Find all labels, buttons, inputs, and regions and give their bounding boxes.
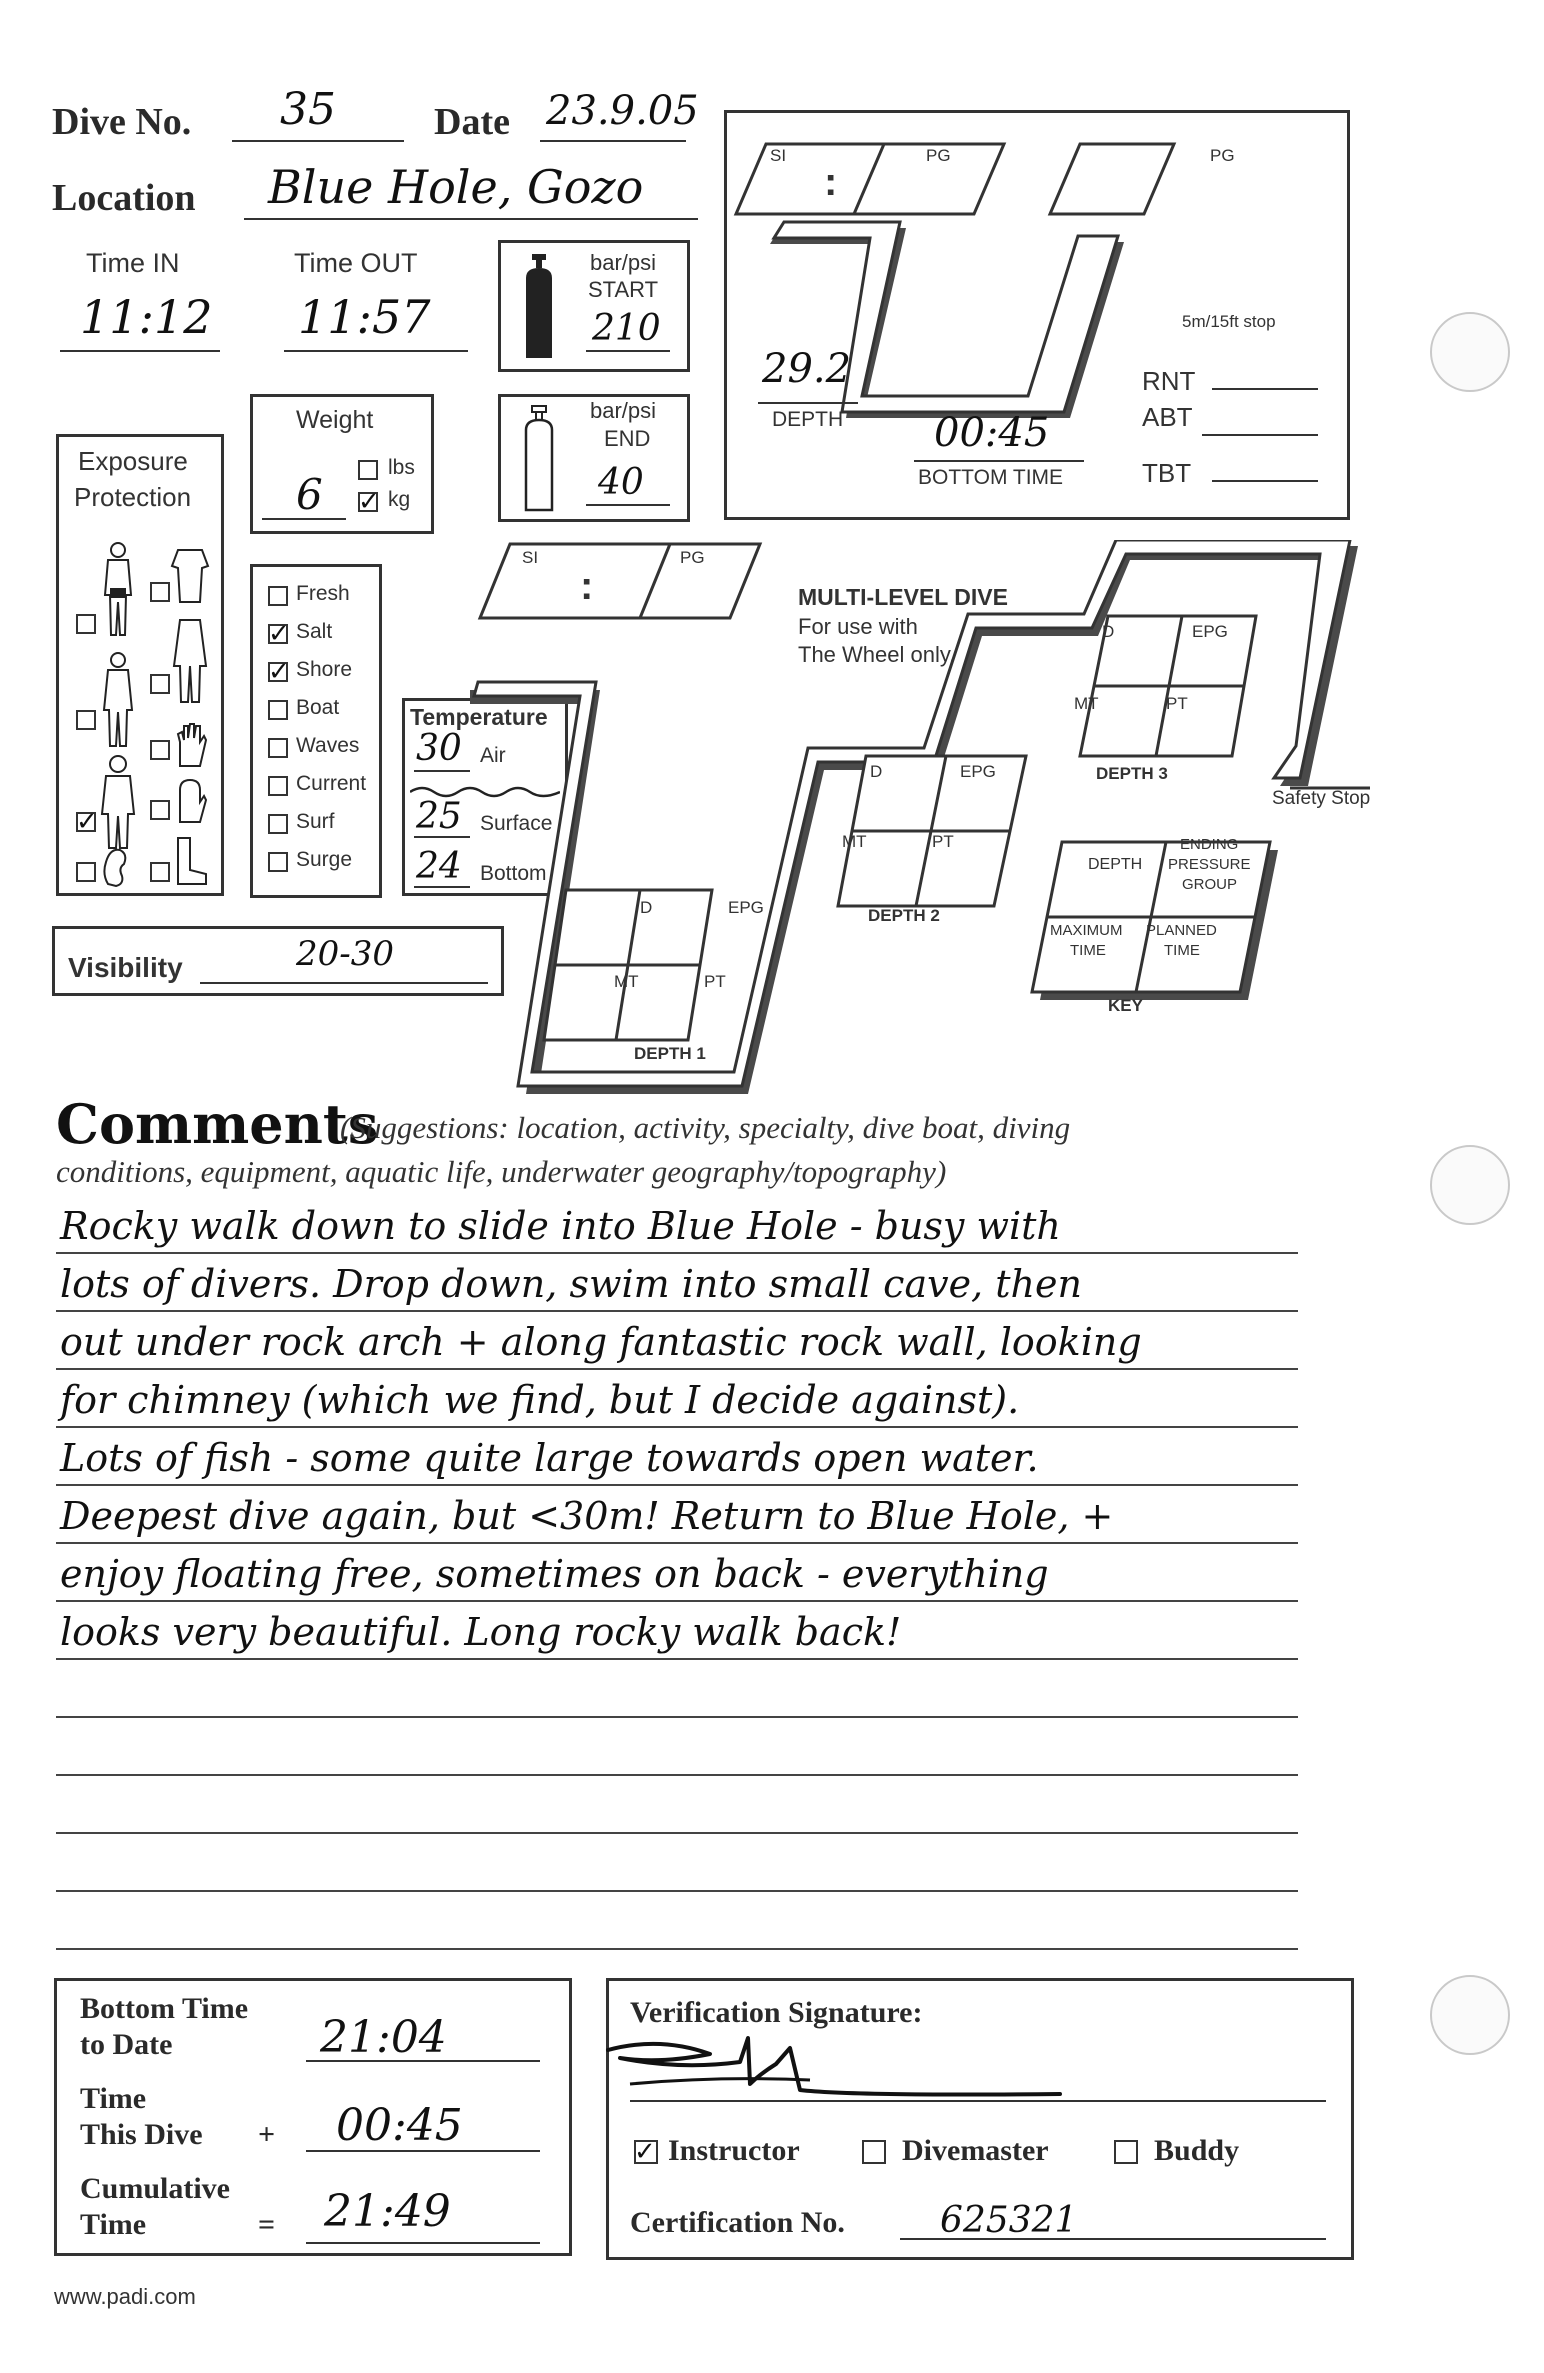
depth3-label: DEPTH 3 (1096, 764, 1168, 783)
boat-checkbox[interactable] (268, 700, 288, 720)
comment-text-line[interactable]: Deepest dive again, but <30m! Return to Blue Hole, + (60, 1494, 1114, 1538)
profile-si-colon: : (824, 160, 838, 204)
time-in-label: Time IN (86, 248, 180, 278)
profile-depth-label: DEPTH (772, 408, 844, 431)
cum-value[interactable]: 21:49 (324, 2186, 451, 2237)
key-label: KEY (1108, 996, 1143, 1015)
comment-text-line[interactable]: out under rock arch + along fantastic rock wall, looking (60, 1320, 1142, 1364)
rnt-line (1212, 388, 1318, 390)
comment-rule-2 (56, 1310, 1298, 1312)
lbs-label: lbs (388, 456, 415, 479)
date-line (540, 140, 686, 142)
comment-rule-10 (56, 1774, 1298, 1776)
empty-tank-icon (520, 404, 560, 514)
exposure-label-line2: Protection (74, 482, 192, 512)
instructor-label: Instructor (668, 2134, 800, 2167)
comment-rule-1 (56, 1252, 1298, 1254)
profile-bottom-time-line (914, 460, 1084, 462)
dive-no-label: Dive No. (52, 101, 192, 143)
location-label: Location (52, 177, 196, 219)
depth2-epg-label: EPG (960, 762, 996, 781)
kg-label: kg (388, 488, 411, 511)
multilevel-dive-diagram (470, 540, 1370, 1100)
dive-no-value[interactable]: 35 (280, 84, 336, 135)
depth3-d-label: D (1102, 622, 1115, 641)
safety-stop-label: Safety Stop (1272, 788, 1371, 809)
visibility-value[interactable]: 20-30 (296, 934, 395, 974)
kg-checkmark: ✓ (358, 487, 380, 517)
depth3-mt-label: MT (1074, 694, 1099, 713)
hood-icon (100, 844, 130, 888)
exposure-hood-checkbox[interactable] (76, 862, 96, 882)
comment-rule-13 (56, 1948, 1298, 1950)
depth1-pt-label: PT (704, 972, 726, 991)
comment-text-line[interactable]: lots of divers. Drop down, swim into small cave, then (60, 1262, 1082, 1306)
rnt-label: RNT (1142, 366, 1196, 396)
air-value[interactable]: 30 (416, 728, 462, 769)
multilevel-subtitle-line2: The Wheel only. (798, 642, 956, 667)
certification-label: Certification No. (630, 2206, 845, 2239)
time-out-value[interactable]: 11:57 (298, 290, 431, 344)
exposure-fullsuit-checkbox[interactable] (150, 674, 170, 694)
multilevel-subtitle-line1: For use with (798, 614, 918, 639)
comments-hint-line2: conditions, equipment, aquatic life, underwater geography/topography) (56, 1154, 947, 1189)
tank-end-label: END (604, 426, 651, 451)
comments-hint-line1: (Suggestions: location, activity, specialty, dive boat, diving (340, 1110, 1071, 1145)
footer-website: www.padi.com (54, 2284, 196, 2309)
key-epg-line3: GROUP (1182, 876, 1238, 893)
shore-checkmark: ✓ (268, 657, 290, 687)
depth2-d-label: D (870, 762, 883, 781)
abt-line (1202, 434, 1318, 436)
temperature-label: Temperature (410, 704, 548, 730)
punch-hole-top (1430, 312, 1510, 392)
wetsuit-icon (98, 650, 138, 750)
multilevel-title: MULTI-LEVEL DIVE (798, 584, 1008, 610)
waves-label: Waves (296, 734, 360, 757)
profile-stop-label: 5m/15ft stop (1182, 312, 1276, 331)
comment-rule-4 (56, 1426, 1298, 1428)
comment-rule-11 (56, 1832, 1298, 1834)
visibility-line (200, 982, 488, 984)
depth3-epg-label: EPG (1192, 622, 1228, 641)
plus-sign: + (258, 2118, 276, 2151)
profile-si-label: SI (770, 146, 787, 165)
buddy-checkbox[interactable] (1114, 2140, 1138, 2164)
air-label: Air (480, 744, 506, 767)
drysuit-checkmark: ✓ (76, 807, 98, 837)
surf-checkbox[interactable] (268, 814, 288, 834)
time-out-label: Time OUT (294, 248, 418, 278)
date-label: Date (434, 101, 510, 143)
multilevel-pg-label: PG (680, 548, 705, 567)
tbt-label: TBT (1142, 458, 1192, 488)
key-epg-line2: PRESSURE (1168, 856, 1251, 873)
cum-label-line2: Time (80, 2208, 147, 2241)
visibility-label: Visibility (68, 952, 183, 983)
exposure-boots-checkbox[interactable] (150, 862, 170, 882)
ttd-label-line2: This Dive (80, 2118, 203, 2151)
key-depth-label: DEPTH (1088, 856, 1143, 873)
exposure-swimsuit-checkbox[interactable] (76, 614, 96, 634)
fresh-label: Fresh (296, 582, 350, 605)
surge-checkbox[interactable] (268, 852, 288, 872)
comment-text-line[interactable]: Rocky walk down to slide into Blue Hole - busy with (60, 1204, 1061, 1248)
tank-end-line (586, 504, 670, 506)
shorty-icon (170, 546, 210, 606)
surf-label: Surf (296, 810, 335, 833)
dive-no-line (232, 140, 404, 142)
divemaster-label: Divemaster (902, 2134, 1049, 2167)
full-tank-icon (520, 252, 560, 362)
signature-line (630, 2100, 1326, 2102)
fullsuit-icon (170, 616, 210, 706)
profile-pg-label: PG (926, 146, 951, 165)
exposure-gloves-checkbox[interactable] (150, 740, 170, 760)
tank-start-value[interactable]: 210 (592, 308, 661, 349)
depth1-d-label: D (640, 898, 653, 917)
abt-label: ABT (1142, 402, 1193, 432)
comment-text-line[interactable]: for chimney (which we find, but I decide against). (60, 1378, 1020, 1422)
profile-pg2-label: PG (1210, 146, 1235, 165)
profile-bottom-time-value[interactable]: 00:45 (934, 410, 1050, 456)
depth2-pt-label: PT (932, 832, 954, 851)
current-label: Current (296, 772, 367, 795)
profile-depth-line (758, 402, 858, 404)
divemaster-checkbox[interactable] (862, 2140, 886, 2164)
tank-start-unit: bar/psi (590, 250, 657, 275)
fresh-checkbox[interactable] (268, 586, 288, 606)
comment-rule-3 (56, 1368, 1298, 1370)
swimsuit-icon (98, 540, 138, 640)
tbt-line (1212, 480, 1318, 482)
depth2-mt-label: MT (842, 832, 867, 851)
boat-label: Boat (296, 696, 340, 719)
comment-text-line[interactable]: enjoy floating free, sometimes on back - everything (60, 1552, 1049, 1596)
weight-value[interactable]: 6 (296, 470, 323, 519)
current-checkbox[interactable] (268, 776, 288, 796)
tank-end-value[interactable]: 40 (598, 462, 644, 503)
air-line (414, 770, 470, 772)
exposure-mitts-checkbox[interactable] (150, 800, 170, 820)
depth2-label: DEPTH 2 (868, 906, 940, 925)
multilevel-si-colon: : (580, 564, 594, 608)
buddy-label: Buddy (1154, 2134, 1240, 2167)
exposure-label-line1: Exposure (78, 446, 188, 476)
surge-label: Surge (296, 848, 353, 871)
time-in-line (60, 350, 220, 352)
weight-label: Weight (296, 406, 374, 434)
shore-label: Shore (296, 658, 353, 681)
depth1-epg-label: EPG (728, 898, 764, 917)
signature-image (600, 2024, 1080, 2104)
comment-rule-5 (56, 1484, 1298, 1486)
key-pt-line2: TIME (1164, 942, 1200, 959)
comment-rule-8 (56, 1658, 1298, 1660)
date-value[interactable]: 23.9.05 (546, 88, 699, 134)
cum-line (306, 2242, 540, 2244)
punch-hole-bottom (1430, 1975, 1510, 2055)
verification-label: Verification Signature: (630, 1996, 923, 2029)
punch-hole-middle (1430, 1145, 1510, 1225)
surface-label: Surface (480, 812, 553, 835)
comments-title: Comments (56, 1092, 379, 1156)
tank-start-label: START (588, 277, 659, 302)
tank-start-line (586, 350, 670, 352)
cum-label-line1: Cumulative (80, 2172, 230, 2205)
comment-rule-9 (56, 1716, 1298, 1718)
depth1-label: DEPTH 1 (634, 1044, 706, 1063)
time-out-line (284, 350, 468, 352)
exposure-shorty-checkbox[interactable] (150, 582, 170, 602)
lbs-checkbox[interactable] (358, 460, 378, 480)
tank-end-unit: bar/psi (590, 398, 657, 423)
depth3-pt-label: PT (1166, 694, 1188, 713)
salt-checkmark: ✓ (268, 619, 290, 649)
btd-value[interactable]: 21:04 (320, 2012, 447, 2063)
bottom-temp-value[interactable]: 24 (416, 846, 462, 887)
comment-text-line[interactable]: looks very beautiful. Long rocky walk back! (60, 1610, 902, 1654)
salt-label: Salt (296, 620, 333, 643)
location-value[interactable]: Blue Hole, Gozo (268, 160, 644, 214)
comment-text-line[interactable]: Lots of fish - some quite large towards open water. (60, 1436, 1039, 1480)
surface-value[interactable]: 25 (416, 796, 462, 837)
drysuit-icon (98, 752, 138, 852)
comment-rule-6 (56, 1542, 1298, 1544)
profile-depth-value[interactable]: 29.2 (762, 346, 852, 392)
location-line (244, 218, 698, 220)
key-pt-line1: PLANNED (1146, 922, 1217, 939)
btd-label-line2: to Date (80, 2028, 173, 2061)
ttd-value[interactable]: 00:45 (336, 2100, 463, 2151)
mitts-icon (172, 776, 208, 826)
key-mt-line1: MAXIMUM (1050, 922, 1123, 939)
btd-label-line1: Bottom Time (80, 1992, 249, 2025)
multilevel-si-label: SI (522, 548, 539, 567)
time-in-value[interactable]: 11:12 (80, 290, 213, 344)
bottom-temp-label: Bottom (480, 862, 547, 885)
key-mt-line2: TIME (1070, 942, 1106, 959)
waves-checkbox[interactable] (268, 738, 288, 758)
equals-sign: = (258, 2208, 276, 2241)
comment-rule-12 (56, 1890, 1298, 1892)
profile-bottom-time-label: BOTTOM TIME (918, 466, 1064, 489)
depth1-mt-label: MT (614, 972, 639, 991)
comment-rule-7 (56, 1600, 1298, 1602)
gloves-icon (174, 720, 208, 770)
exposure-wetsuit-checkbox[interactable] (76, 710, 96, 730)
key-epg-line1: ENDING (1180, 836, 1239, 853)
ttd-label-line1: Time (80, 2082, 147, 2115)
certification-value[interactable]: 625321 (940, 2200, 1078, 2241)
instructor-checkmark: ✓ (634, 2137, 656, 2167)
boots-icon (170, 834, 210, 888)
